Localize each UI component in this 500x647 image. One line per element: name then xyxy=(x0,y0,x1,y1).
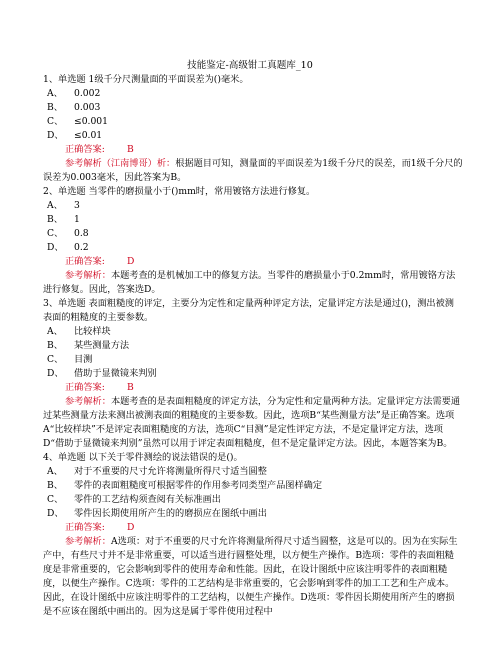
answer-label: 正确答案: xyxy=(65,144,105,155)
correct-answer xyxy=(43,381,463,395)
question-2 xyxy=(43,185,463,297)
answer-label: 正确答案: xyxy=(65,256,105,267)
option-label: B、 xyxy=(47,340,63,351)
question-list xyxy=(43,73,463,619)
option-a xyxy=(43,465,463,479)
document-title: 技能鉴定-高级钳工真题库_10 xyxy=(187,60,313,71)
option-c xyxy=(43,115,463,129)
option-d xyxy=(43,507,463,521)
option-d xyxy=(43,367,463,381)
answer-value: B xyxy=(127,382,134,393)
option-label: A、 xyxy=(47,326,63,337)
option-label: B、 xyxy=(47,480,63,491)
option-text: 借助于显微镜来判别 xyxy=(74,368,157,379)
option-b xyxy=(43,101,463,115)
answer-value: D xyxy=(127,522,135,533)
option-text: 0.8 xyxy=(74,228,89,239)
option-text: 零件的工艺结构须查阅有关标准画出 xyxy=(74,494,221,505)
option-text: ≤0.001 xyxy=(74,116,109,127)
answer-value: D xyxy=(127,256,135,267)
question-1 xyxy=(43,73,463,185)
correct-answer xyxy=(43,143,463,157)
option-label: C、 xyxy=(47,354,64,365)
explanation-text: 根据题目可知，测量面的平面误差为1级千分尺的误差，而1级千分尺的误差为0.003毫米，因此答案为B。 xyxy=(43,158,463,183)
option-text: 0.002 xyxy=(74,88,101,99)
option-label: A、 xyxy=(47,200,63,211)
option-label: D、 xyxy=(47,368,64,379)
option-label: B、 xyxy=(47,214,63,225)
explanation-label: 参考解析： xyxy=(65,270,111,281)
option-label: D、 xyxy=(47,242,64,253)
explanation-text: 本题考查的是机械加工中的修复方法。当零件的磨损量小于0.2mm时，常用镀铬方法进行修复。因此，答案选D。 xyxy=(43,270,456,295)
question-stem: 1、单选题 1级千分尺测量面的平面误差为()毫米。 xyxy=(43,74,249,85)
question-3 xyxy=(43,297,463,451)
option-text: 0.003 xyxy=(74,102,101,113)
option-text: 1 xyxy=(74,214,80,225)
explanation xyxy=(43,157,463,185)
explanation-text: 本题考查的是表面粗糙度的评定方法，分为定性和定量两种方法。定量评定方法需要通过某些测量方法来测出被测表面的粗糙度的主要参数。因此，选项B“某些测量方法”是正确答案。选项A“比较样块”不是评定表面粗糙度的方法，选项C“目测”是定性评定方法，不是定量评定方法，选项D“借助于显微镜来判别”虽然可以用于评定表面粗糙度，但不是定量评定方法。因此，本题答案为B。 xyxy=(43,396,461,449)
option-text: 零件的表面粗糙度可根据零件的作用参考同类型产品图样确定 xyxy=(74,480,323,491)
option-b xyxy=(43,213,463,227)
correct-answer xyxy=(43,255,463,269)
question-stem: 4、单选题 以下关于零件测绘的说法错误的是()。 xyxy=(43,452,243,463)
option-label: C、 xyxy=(47,494,64,505)
explanation-label: 参考解析： xyxy=(65,396,111,407)
option-a xyxy=(43,325,463,339)
option-text: 对于不重要的尺寸允许将测量所得尺寸适当圆整 xyxy=(74,466,267,477)
option-c xyxy=(43,227,463,241)
option-a xyxy=(43,199,463,213)
answer-label: 正确答案: xyxy=(65,382,105,393)
option-b xyxy=(43,339,463,353)
explanation xyxy=(43,395,463,451)
option-label: C、 xyxy=(47,116,64,127)
option-text: 比较样块 xyxy=(74,326,111,337)
option-text: 0.2 xyxy=(74,242,89,253)
option-label: B、 xyxy=(47,102,63,113)
option-text: 目测 xyxy=(74,354,93,365)
option-text: 零件因长期使用所产生的的磨损应在图纸中画出 xyxy=(74,508,267,519)
explanation-label: 参考解析（江南博哥）析： xyxy=(65,158,176,169)
option-text: 3 xyxy=(74,200,80,211)
option-c xyxy=(43,493,463,507)
option-label: A、 xyxy=(47,88,63,99)
option-b xyxy=(43,479,463,493)
option-a xyxy=(43,87,463,101)
explanation xyxy=(43,269,463,297)
explanation-label: 参考解析： xyxy=(65,536,111,547)
option-text: ≤0.01 xyxy=(74,130,103,141)
question-stem: 3、单选题 表面粗糙度的评定，主要分为定性和定量两种评定方法，定量评定方法是通过()，测出被测表面的粗糙度的主要参数。 xyxy=(43,298,454,323)
correct-answer xyxy=(43,521,463,535)
option-label: D、 xyxy=(47,508,64,519)
explanation-text: A选项：对于不重要的尺寸允许将测量所得尺寸适当圆整，这是可以的。因为在实际生产中，有些尺寸并不是非常重要，可以适当进行圆整处理，以方便生产操作。B选项：零件的表面粗糙度是非常重要的，它会影响到零件的使用寿命和性能。因此，在设计图纸中应该注明零件的表面粗糙度，以便生产操作。C选项：零件的工艺结构是非常重要的，它会影响到零件的加工工艺和生产成本。因此，在设计图纸中应该注明零件的工艺结构，以便生产操作。D选项：零件因长期使用所产生的磨损是不应该在图纸中画出的。因为这是属于零件使用过程中 xyxy=(43,536,458,617)
explanation xyxy=(43,535,463,619)
option-d xyxy=(43,129,463,143)
option-c xyxy=(43,353,463,367)
option-label: D、 xyxy=(47,130,64,141)
option-label: A、 xyxy=(47,466,63,477)
question-4 xyxy=(43,451,463,619)
answer-value: B xyxy=(127,144,134,155)
option-d xyxy=(43,241,463,255)
option-label: C、 xyxy=(47,228,64,239)
option-text: 某些测量方法 xyxy=(74,340,130,351)
answer-label: 正确答案: xyxy=(65,522,105,533)
question-stem: 2、单选题 当零件的磨损量小于()mm时，常用镀铬方法进行修复。 xyxy=(43,186,316,197)
